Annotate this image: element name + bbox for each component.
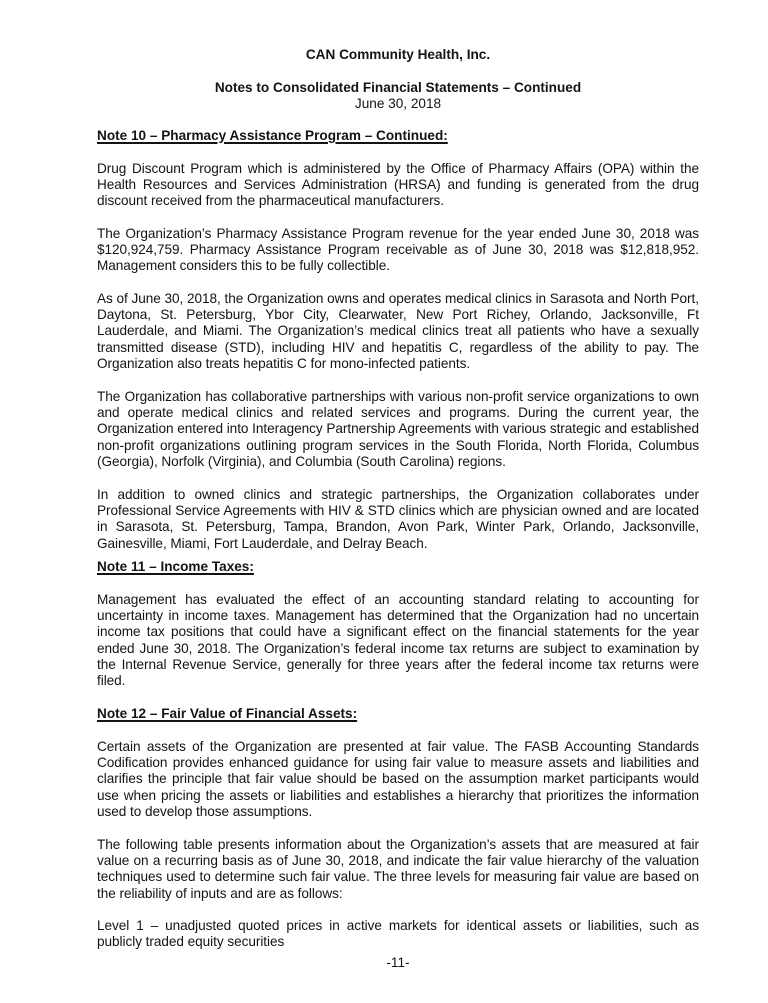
note-12-heading: Note 12 – Fair Value of Financial Assets: [97, 706, 358, 721]
note-12-paragraph-2: The following table presents information about the Organization’s assets that are measured at fair value on a recurring basis as of June 30, 2018, and indicate the fair value hierarchy of the valuation techniques used to determine such fair value. The three levels for measuring fair value are based on the reliability of inputs and are as follows: [97, 837, 699, 901]
note-10-paragraph-3: As of June 30, 2018, the Organization owns and operates medical clinics in Sarasota and North Port, Daytona, St. Petersburg, Ybor City, Clearwater, New Port Richey, Orlando, Jacksonville, Ft Lauderdale, and Miami. The Organization’s medical clinics treat all patients who have a sexually transmitted disease (STD), including HIV and hepatitis C, regardless of the ability to pay. The Organization also treats hepatitis C for mono-infected patients. [97, 291, 699, 371]
note-12-level-1-definition: Level 1 – unadjusted quoted prices in active markets for identical assets or liabilities, such as publicly traded equity securities [97, 918, 699, 950]
note-11-paragraph-1: Management has evaluated the effect of an accounting standard relating to accounting for uncertainty in income taxes. Management has determined that the Organization had no uncertain income tax positions that could have a significant effect on the financial statements for the year ended June 30, 2018. The Organization’s federal income tax returns are subject to examination by the Internal Revenue Service, generally for three years after the federal income tax returns were filed. [97, 592, 699, 689]
note-10-heading: Note 10 – Pharmacy Assistance Program – Continued: [97, 128, 448, 143]
note-10-paragraph-2: The Organization’s Pharmacy Assistance Program revenue for the year ended June 30, 2018 was $120,924,759. Pharmacy Assistance Program receivable as of June 30, 2018 was $12,818,952. Management considers this to be fully collectible. [97, 226, 699, 274]
note-10-paragraph-4: The Organization has collaborative partnerships with various non-profit service organizations to own and operate medical clinics and related services and programs. During the current year, the Organization entered into Interagency Partnership Agreements with various strategic and established non-profit organizations outlining program services in the South Florida, North Florida, Columbus (Georgia), Norfolk (Virginia), and Columbia (South Carolina) regions. [97, 389, 699, 469]
document-subtitle: Notes to Consolidated Financial Statements – Continued [214, 80, 582, 95]
note-12-paragraph-1: Certain assets of the Organization are presented at fair value. The FASB Accounting Standards Codification provides enhanced guidance for using fair value to measure assets and liabilities and clarifies the principle that fair value should be based on the assumption market participants would use when pricing the assets or liabilities and establishes a hierarchy that prioritizes the information used to develop those assumptions. [97, 739, 699, 819]
note-11-heading: Note 11 – Income Taxes: [97, 559, 254, 574]
statement-date: June 30, 2018 [354, 96, 442, 111]
note-10-paragraph-1: Drug Discount Program which is administered by the Office of Pharmacy Affairs (OPA) within the Health Resources and Services Administration (HRSA) and funding is generated from the drug discount received from the pharmaceutical manufacturers. [97, 161, 699, 209]
company-name: CAN Community Health, Inc. [305, 47, 491, 62]
note-10-paragraph-5: In addition to owned clinics and strategic partnerships, the Organization collaborates under Professional Service Agreements with HIV & STD clinics which are physician owned and are located in Sarasota, St. Petersburg, Tampa, Brandon, Avon Park, Winter Park, Orlando, Jacksonville, Gainesville, Miami, Fort Lauderdale, and Delray Beach. [97, 487, 699, 551]
page-number: -11- [386, 955, 410, 970]
